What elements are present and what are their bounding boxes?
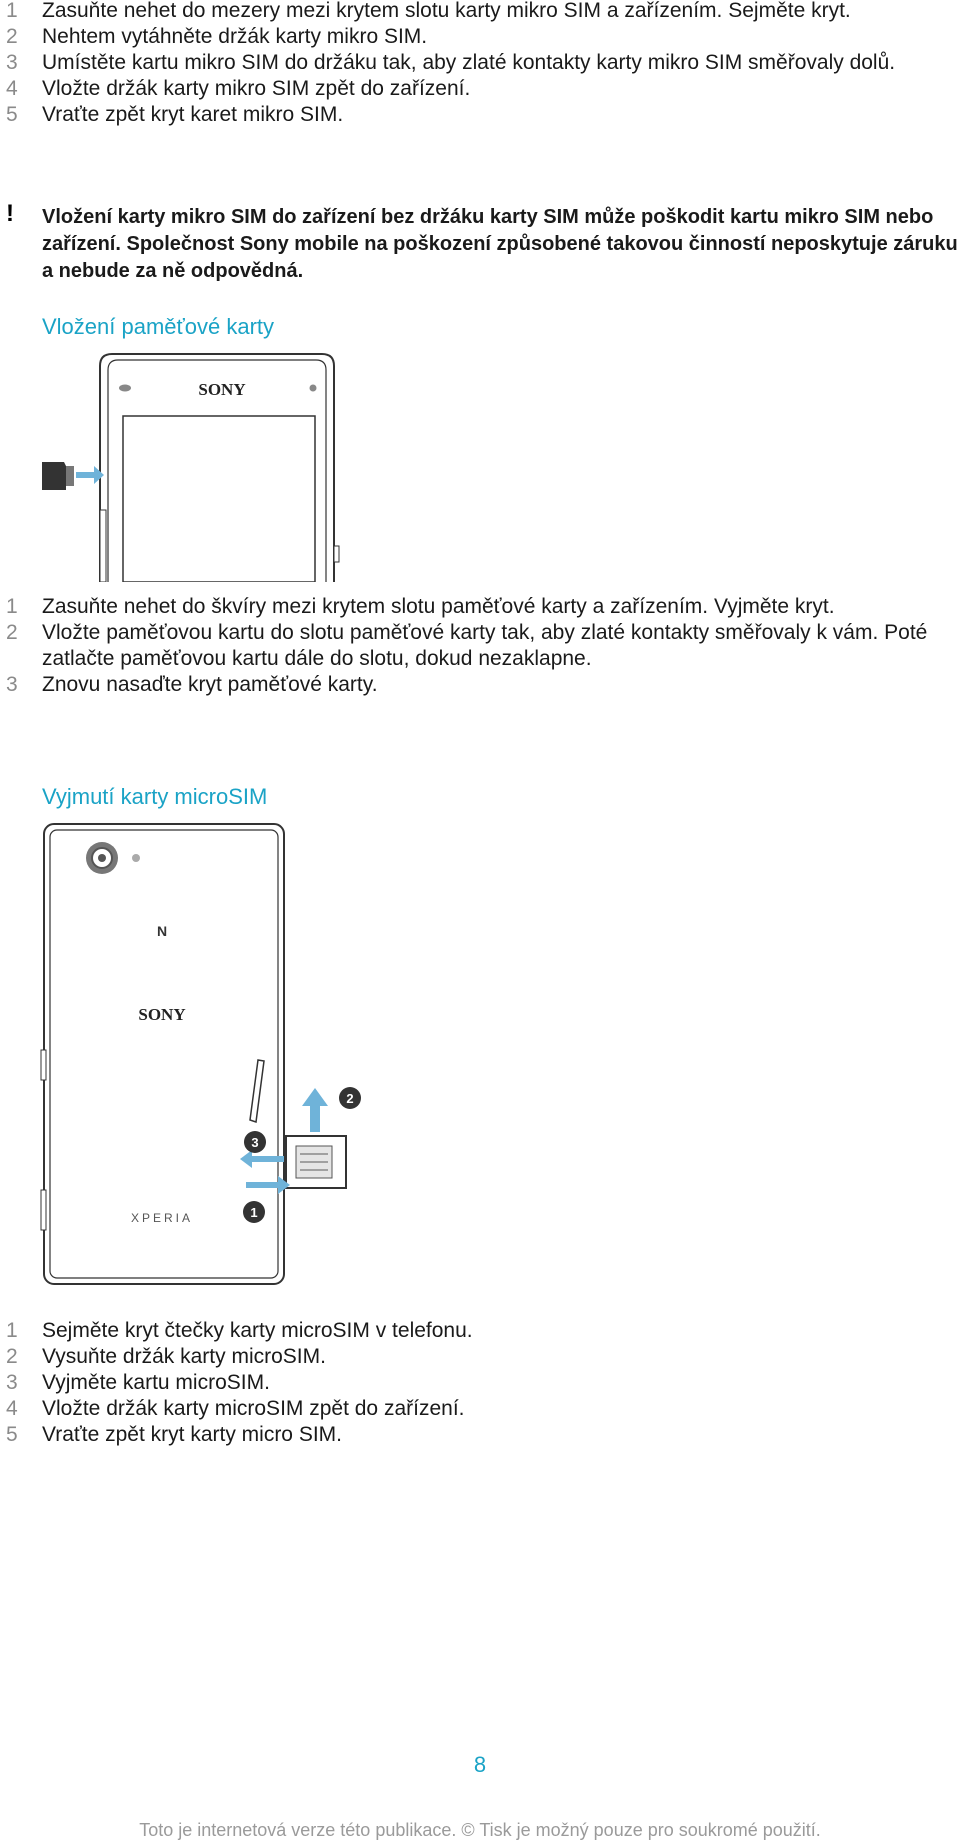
step-number: 2 [6,25,18,48]
step-text: Vyjměte kartu microSIM. [42,1371,270,1394]
arrow-up-icon [302,1088,328,1132]
svg-text:1: 1 [250,1205,258,1220]
svg-text:2: 2 [346,1091,354,1106]
callout-badge [339,1087,361,1109]
list-item [0,102,960,128]
list-item [0,1370,960,1396]
step-number: 3 [6,1371,18,1394]
svg-text:3: 3 [251,1135,259,1150]
step-text: Nehtem vytáhněte držák karty mikro SIM. [42,25,428,48]
step-number: 5 [6,1423,18,1446]
list-item [0,1422,960,1448]
microsim-illustration [40,820,410,1290]
brand-logo: SONY [198,380,246,399]
step-number: 2 [6,1345,18,1368]
step-text: Zasuňte nehet do škvíry mezi krytem slotu paměťové karty a zařízením. Vyjměte kryt. [42,595,835,618]
list-item [0,1318,960,1344]
list-item [0,672,960,698]
step-text: Sejměte kryt čtečky karty microSIM v telefonu. [42,1319,473,1342]
list-item [0,594,960,620]
step-number: 1 [6,1319,18,1342]
page-number: 8 [473,1752,487,1777]
list-item [0,50,960,76]
step-text: Vraťte zpět kryt karet mikro SIM. [42,103,344,126]
warning-icon: ! [6,200,14,227]
step-text: Vložte paměťovou kartu do slotu paměťové karty tak, aby zlaté kontakty směřovaly k vám. Poté zatlačte paměťovou kartu dále do slotu, dokud nezaklapne. [42,621,928,670]
warning-text: Vložení karty mikro SIM do zařízení bez držáku karty SIM může poškodit kartu mikro SIM nebo zařízení. Společnost Sony mobile na poškození způsobené takovou činností neposkytuje záruku a nebude za ně odpovědná. [42,206,958,282]
step-text: Vložte držák karty microSIM zpět do zařízení. [42,1397,465,1420]
callout-badge [243,1201,265,1223]
camera-icon [86,842,118,874]
step-text: Vraťte zpět kryt karty micro SIM. [42,1423,342,1446]
step-number: 3 [6,673,18,696]
step-text: Umístěte kartu mikro SIM do držáku tak, aby zlaté kontakty karty mikro SIM směřovaly dolů. [42,51,896,74]
step-number: 4 [6,77,18,100]
list-item [0,24,960,50]
step-number: 1 [6,595,18,618]
step-text: Zasuňte nehet do mezery mezi krytem slotu karty mikro SIM a zařízením. Sejměte kryt. [42,0,851,22]
warning-note [0,200,960,285]
step-number: 5 [6,103,18,126]
brand-logo: SONY [138,1005,186,1024]
step-number: 2 [6,621,18,644]
list-item [0,620,960,672]
sim-steps-list [0,0,960,128]
list-item [0,0,960,24]
section-heading-memory-card: Vložení paměťové karty [42,314,275,339]
section-heading-microsim: Vyjmutí karty microSIM [42,784,268,809]
step-text: Znovu nasaďte kryt paměťové karty. [42,673,378,696]
step-number: 1 [6,0,18,22]
step-number: 4 [6,1397,18,1420]
step-number: 3 [6,51,18,74]
microsim-steps-list [0,1318,960,1448]
list-item [0,1344,960,1370]
sim-cover [250,1060,264,1122]
flash-icon [132,854,140,862]
list-item [0,76,960,102]
memory-steps-list [0,594,960,698]
nfc-icon: N [156,923,168,939]
callout-badge [244,1131,266,1153]
page-footer: Toto je internetová verze této publikace. © Tisk je možný pouze pro soukromé použití. [139,1820,821,1840]
microsim-tray [286,1136,346,1188]
step-text: Vysuňte držák karty microSIM. [42,1345,326,1368]
memory-card-illustration [30,350,350,582]
memory-card-icon [42,462,74,490]
model-logo: XPERIA [130,1211,194,1225]
step-text: Vložte držák karty mikro SIM zpět do zařízení. [42,77,471,100]
list-item [0,1396,960,1422]
